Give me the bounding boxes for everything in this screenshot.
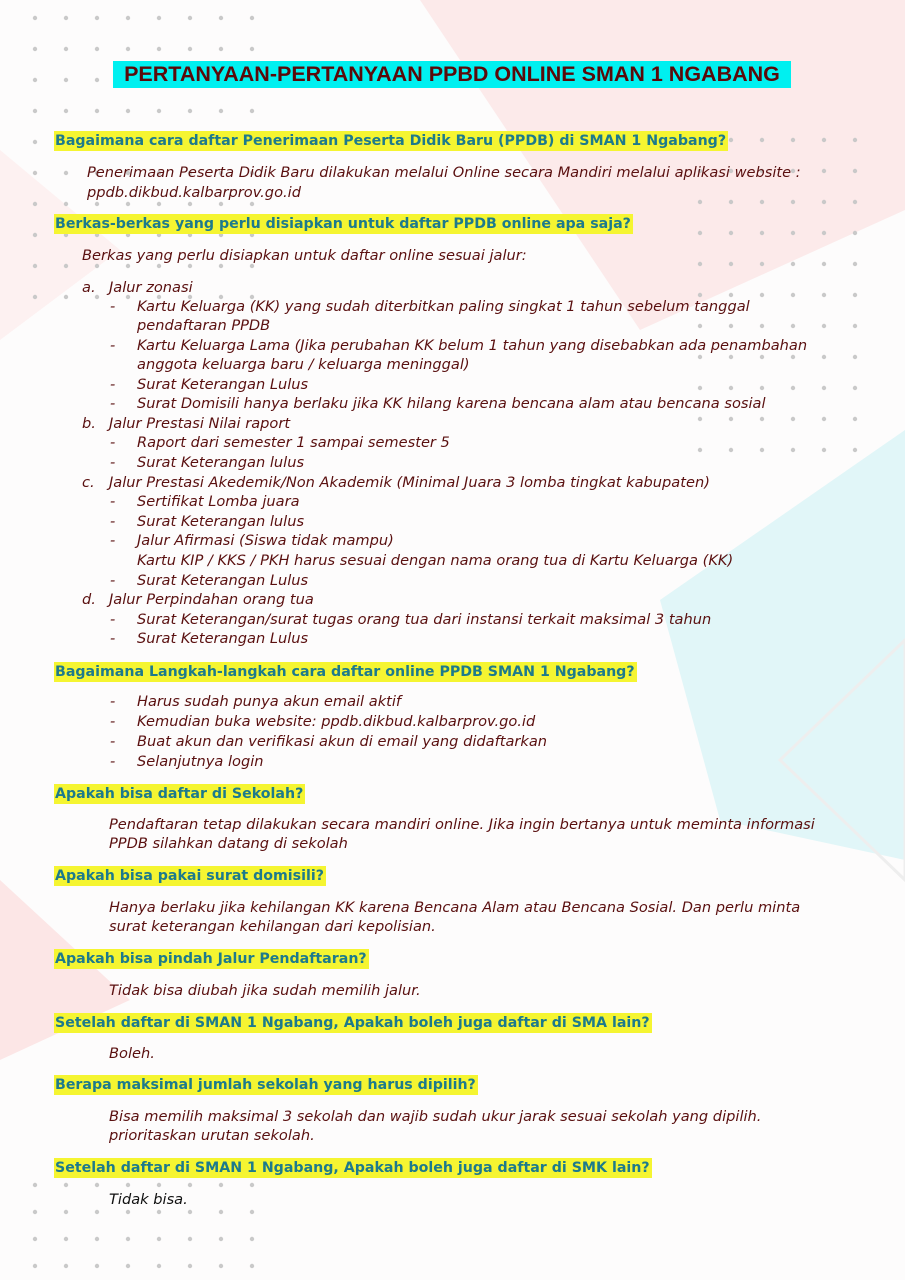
step-item: Kemudian buka website: ppdb.dikbud.kalbarprov.go.id <box>137 713 536 730</box>
answer-line: PPDB silahkan datang di sekolah <box>109 835 348 852</box>
dash-bullet: - <box>110 337 116 354</box>
dash-bullet: - <box>110 395 116 412</box>
list-item: Surat Keterangan Lulus <box>137 572 309 589</box>
route-label: Jalur Prestasi Akedemik/Non Akademik (Minimal Juara 3 lomba tingkat kabupaten) <box>109 474 710 491</box>
dash-bullet: - <box>110 434 116 451</box>
list-item: Kartu Keluarga Lama (Jika perubahan KK belum 1 tahun yang disebabkan ada penambahan <box>137 337 808 354</box>
question-ppdb-how: Bagaimana cara daftar Penerimaan Peserta Didik Baru (PPDB) di SMAN 1 Ngabang? <box>55 133 727 149</box>
dash-bullet: - <box>110 376 116 393</box>
list-item: Surat Domisili hanya berlaku jika KK hilang karena bencana alam atau bencana sosial <box>137 395 766 412</box>
list-item: Surat Keterangan lulus <box>137 454 305 471</box>
dash-bullet: - <box>110 733 116 750</box>
list-marker: b. <box>82 415 96 432</box>
list-item: pendaftaran PPDB <box>137 317 271 334</box>
dash-bullet: - <box>110 513 116 530</box>
step-item: Buat akun dan verifikasi akun di email yang didaftarkan <box>137 733 548 750</box>
question-other-smk: Setelah daftar di SMAN 1 Ngabang, Apakah boleh juga daftar di SMK lain? <box>55 1160 650 1176</box>
answer-line: Pendaftaran tetap dilakukan secara mandiri online. Jika ingin bertanya untuk meminta informasi <box>109 816 815 833</box>
answer-line: prioritaskan urutan sekolah. <box>109 1127 315 1144</box>
question-other-sma: Setelah daftar di SMAN 1 Ngabang, Apakah boleh juga daftar di SMA lain? <box>55 1015 650 1031</box>
dash-bullet: - <box>110 713 116 730</box>
step-item: Harus sudah punya akun email aktif <box>137 693 402 710</box>
list-item: Surat Keterangan Lulus <box>137 630 309 647</box>
dash-bullet: - <box>110 572 116 589</box>
list-marker: d. <box>82 591 96 608</box>
list-item: Surat Keterangan/surat tugas orang tua dari instansi terkait maksimal 3 tahun <box>137 611 712 628</box>
answer-line: surat keterangan kehilangan dari kepolisian. <box>109 918 436 935</box>
step-item: Selanjutnya login <box>137 753 264 770</box>
answer-line: Tidak bisa diubah jika sudah memilih jalur. <box>109 982 421 999</box>
answer-line: Tidak bisa. <box>109 1191 188 1208</box>
question-change-route: Apakah bisa pindah Jalur Pendaftaran? <box>55 951 367 967</box>
route-label: Jalur Prestasi Nilai raport <box>109 415 291 432</box>
dash-bullet: - <box>110 532 116 549</box>
dash-bullet: - <box>110 753 116 770</box>
list-item: Jalur Afirmasi (Siswa tidak mampu) <box>137 532 394 549</box>
route-label: Jalur Perpindahan orang tua <box>109 591 314 608</box>
question-documents: Berkas-berkas yang perlu disiapkan untuk daftar PPDB online apa saja? <box>55 216 631 232</box>
dash-bullet: - <box>110 493 116 510</box>
list-item: Raport dari semester 1 sampai semester 5 <box>137 434 450 451</box>
list-item: Kartu Keluarga (KK) yang sudah diterbitkan paling singkat 1 tahun sebelum tanggal <box>137 298 750 315</box>
list-item: anggota keluarga baru / keluarga meninggal) <box>137 356 470 373</box>
answer-line: ppdb.dikbud.kalbarprov.go.id <box>87 184 301 201</box>
dash-bullet: - <box>110 693 116 710</box>
documents-intro: Berkas yang perlu disiapkan untuk daftar online sesuai jalur: <box>82 247 527 264</box>
question-domicile-letter: Apakah bisa pakai surat domisili? <box>55 868 324 884</box>
question-max-schools: Berapa maksimal jumlah sekolah yang harus dipilih? <box>55 1077 476 1093</box>
route-label: Jalur zonasi <box>109 279 193 296</box>
question-register-at-school: Apakah bisa daftar di Sekolah? <box>55 786 304 802</box>
question-steps: Bagaimana Langkah-langkah cara daftar online PPDB SMAN 1 Ngabang? <box>55 664 635 680</box>
list-item: Surat Keterangan Lulus <box>137 376 309 393</box>
answer-line: Bisa memilih maksimal 3 sekolah dan wajib sudah ukur jarak sesuai sekolah yang dipilih. <box>109 1108 762 1125</box>
page-title: PERTANYAAN-PERTANYAAN PPBD ONLINE SMAN 1 NGABANG <box>113 61 791 88</box>
answer-line: Hanya berlaku jika kehilangan KK karena Bencana Alam atau Bencana Sosial. Dan perlu minta <box>109 899 801 916</box>
dash-bullet: - <box>110 454 116 471</box>
dash-bullet: - <box>110 611 116 628</box>
answer-line: Penerimaan Peserta Didik Baru dilakukan melalui Online secara Mandiri melalui aplikasi website : <box>87 164 801 181</box>
list-item: Surat Keterangan lulus <box>137 513 305 530</box>
dash-bullet: - <box>110 630 116 647</box>
dash-bullet: - <box>110 298 116 315</box>
list-marker: a. <box>82 279 96 296</box>
answer-line: Boleh. <box>109 1045 155 1062</box>
list-item: Sertifikat Lomba juara <box>137 493 300 510</box>
list-item: Kartu KIP / KKS / PKH harus sesuai dengan nama orang tua di Kartu Keluarga (KK) <box>137 552 734 569</box>
list-marker: c. <box>82 474 95 491</box>
